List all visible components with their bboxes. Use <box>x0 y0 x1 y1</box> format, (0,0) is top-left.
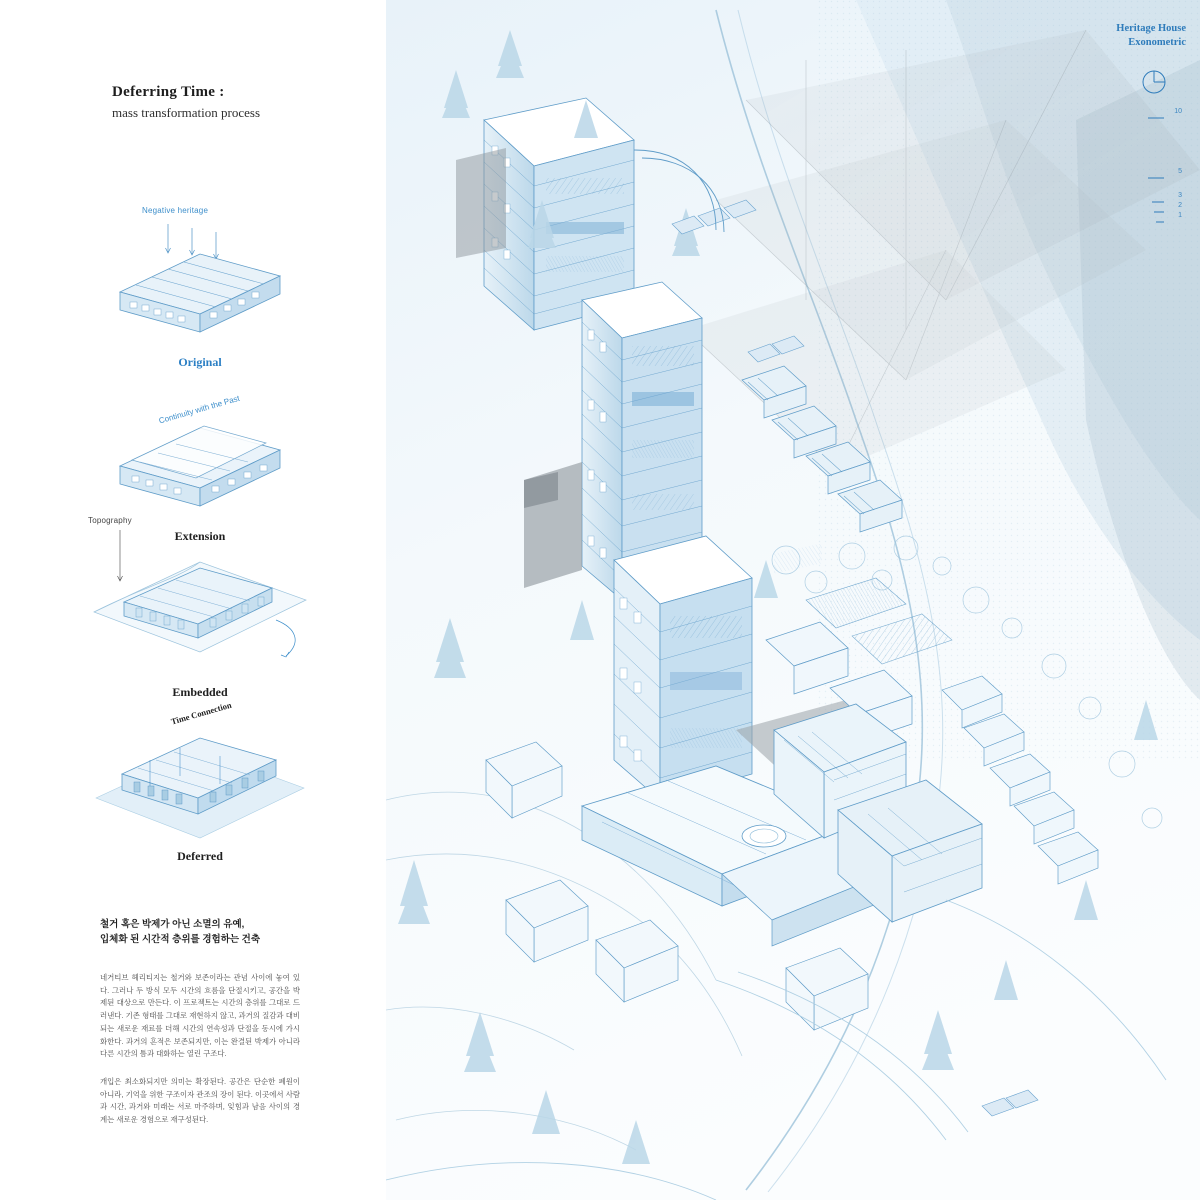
scale-graphic <box>1112 66 1182 246</box>
render-title <box>1116 22 1186 50</box>
text-paragraph-2: 개입은 최소화되지만 의미는 확장된다. 공간은 단순한 폐원이 아니라, 기억을 위한 구조이자 관조의 장이 된다. 이곳에서 사람과 시간, 과거와 미래는 서로 마주하며, 잊힘과 남음 사이의 경계는 새로운 경험으로 재구성된다. <box>100 1077 300 1125</box>
isometric-extension-diagram <box>80 390 320 520</box>
scale-label-3: 3 <box>1178 192 1182 199</box>
scale-label-2: 2 <box>1178 202 1182 209</box>
scale-label-5: 5 <box>1178 168 1182 175</box>
diagram-step-deferred <box>80 690 320 864</box>
step-caption-deferred: Deferred <box>177 849 223 863</box>
left-panel <box>0 0 386 1200</box>
step-caption-extension: Extension <box>174 529 226 543</box>
text-paragraph-1: 네거티브 헤리티지는 철거와 보존이라는 관념 사이에 놓여 있다. 그러나 두 방식 모두 시간의 흐름을 단절시키고, 공간을 박제된 대상으로 만든다. 이 프로젝트는 시간의 층위를 그대로 드러낸다. 기존 형태를 그대로 재현하지 않고, 과거의 질감과 대비되는 새로운 재료를 더해 시간의 연속성과 단절을 동시에 가시화한다. 과거의 흔적은 보존되지만, 이는 완결된 박제가 아니라 다른 시간의 틈과 대화하는 열린 구조다. <box>100 973 300 1059</box>
step-caption-original: Original <box>178 355 222 369</box>
text-heading-line-2: 입체화 된 시간적 층위를 경험하는 건축 <box>100 933 261 945</box>
annotation-negative-heritage: Negative heritage <box>142 206 209 215</box>
scale-label-1: 1 <box>1178 212 1182 219</box>
scale-label-10: 10 <box>1174 108 1182 115</box>
text-heading-line-1: 철거 혹은 박제가 아닌 소멸의 유예, <box>100 919 245 930</box>
isometric-original-diagram <box>80 206 320 346</box>
building-tower-c <box>614 536 752 800</box>
axonometric-site-render <box>386 0 1200 1200</box>
north-arrow-icon <box>1143 71 1165 93</box>
isometric-deferred-diagram <box>80 690 320 840</box>
render-title-line-2: Exonometric <box>1128 37 1186 49</box>
text-block-heading <box>100 918 310 947</box>
diagram-step-embedded <box>80 516 320 700</box>
scale-block <box>1112 66 1182 246</box>
page-subtitle: mass transformation process <box>112 105 261 120</box>
annotation-continuity-with-past: Continuity with the Past <box>157 393 241 426</box>
page-title: Deferring Time : <box>112 84 225 100</box>
isometric-embedded-diagram <box>80 516 320 676</box>
render-title-line-1: Heritage House <box>1116 23 1186 34</box>
annotation-time-connection: Time Connection <box>169 699 233 727</box>
title-block <box>112 84 362 121</box>
annotation-topography: Topography <box>88 516 132 525</box>
diagram-step-original <box>80 206 320 370</box>
step-caption-embedded: Embedded <box>172 685 228 699</box>
render-panel <box>386 0 1200 1200</box>
